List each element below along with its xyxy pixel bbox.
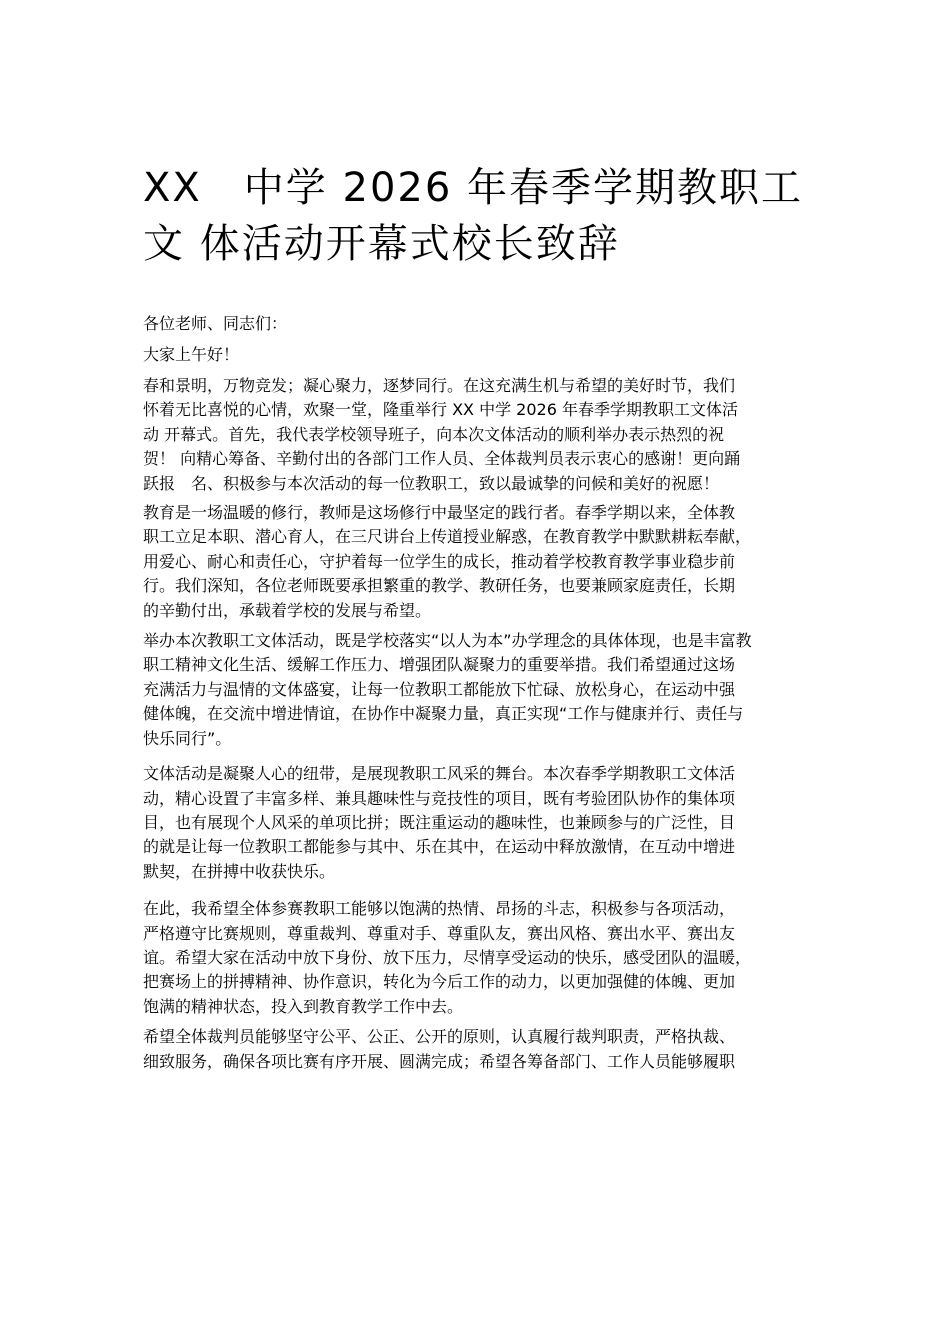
paragraph-line: 把赛场上的拼搏精神、协作意识，转化为今后工作的动力，以更加强健的体魄、更加 — [143, 972, 736, 992]
body-paragraph — [143, 762, 823, 884]
paragraph-line: 快乐同行”。 — [143, 728, 232, 748]
title-line-2: 文 体活动开幕式校长致辞 — [143, 221, 620, 267]
paragraph-line: 贺！ 向精心筹备、辛勤付出的各部门工作人员、全体裁判员表示衷心的感谢！更向踊 — [143, 449, 741, 469]
paragraph-line: 充满活力与温情的文体盛宴，让每一位教职工都能放下忙碌、放松身心，在运动中强 — [143, 679, 736, 699]
paragraph-line: 行。我们深知，各位老师既要承担繁重的教学、教研任务，也要兼顾家庭责任，长期 — [143, 576, 736, 596]
paragraph-line: 动 开幕式。首先，我代表学校领导班子，向本次文体活动的顺利举办表示热烈的祝 — [143, 424, 725, 444]
paragraph-line: 举办本次教职工文体活动，既是学校落实“以人为本”办学理念的具体体现，也是丰富教 — [143, 631, 752, 651]
paragraph-line: 健体魄，在交流中增进情谊，在协作中凝聚力量，真正实现“工作与健康并行、责任与 — [143, 704, 744, 724]
paragraph-line: 希望全体裁判员能够坚守公平、公正、公开的原则，认真履行裁判职责，严格执裁、 — [143, 1027, 736, 1047]
body-paragraph — [143, 374, 823, 496]
paragraph-line: 职工精神文化生活、缓解工作压力、增强团队凝聚力的重要举措。我们希望通过这场 — [143, 655, 736, 675]
paragraph-line: 文体活动是凝聚人心的纽带，是展现教职工风采的舞台。本次春季学期教职工文体活 — [143, 764, 736, 784]
body-paragraph — [143, 629, 823, 751]
salutation: 各位老师、同志们： — [143, 314, 288, 333]
paragraph-line: 春和景明，万物竞发；凝心聚力，逐梦同行。在这充满生机与希望的美好时节，我们 — [143, 376, 736, 395]
paragraph-line: 严格遵守比赛规则，尊重裁判、尊重对手、尊重队友，赛出风格、赛出水平、赛出友 — [143, 923, 736, 943]
document-title — [143, 160, 823, 272]
paragraph-line: 默契，在拼搏中收获快乐。 — [143, 861, 336, 881]
paragraph-line: 饱满的精神状态，投入到教育教学工作中去。 — [143, 996, 464, 1016]
title-line-1: XX 中学 2026 年春季学期教职工 — [143, 165, 804, 211]
paragraph-line: 目，也有展现个人风采的单项比拼；既注重运动的趣味性，也兼顾参与的广泛性，目 — [143, 812, 736, 832]
paragraph-line: 职工立足本职、潜心育人，在三尺讲台上传道授业解惑，在教育教学中默默耕耘奉献， — [143, 527, 752, 547]
paragraph-line: 怀着无比喜悦的心情，欢聚一堂，隆重举行 XX 中学 2026 年春季学期教职工文体活 — [143, 400, 738, 420]
document-body — [143, 312, 823, 1087]
paragraph-line: 教育是一场温暖的修行，教师是这场修行中最坚定的践行者。春季学期以来，全体教 — [143, 503, 736, 523]
paragraph-line: 跃报 名、积极参与本次活动的每一位教职工，致以最诚挚的问候和美好的祝愿！ — [143, 473, 720, 493]
paragraph-list — [143, 374, 823, 1074]
greeting: 大家上午好！ — [143, 345, 240, 364]
paragraph-line: 用爱心、耐心和责任心，守护着每一位学生的成长，推动着学校教育教学事业稳步前 — [143, 551, 736, 571]
paragraph-line: 谊。希望大家在活动中放下身份、放下压力，尽情享受运动的快乐，感受团队的温暖， — [143, 947, 752, 967]
paragraph-line: 的辛勤付出，承载着学校的发展与希望。 — [143, 600, 432, 620]
body-paragraph — [143, 1025, 823, 1074]
body-paragraph — [143, 897, 823, 1019]
body-paragraph — [143, 501, 823, 623]
paragraph-line: 的就是让每一位教职工都能参与其中、乐在其中，在运动中释放激情，在互动中增进 — [143, 837, 736, 857]
paragraph-line: 在此，我希望全体参赛教职工能够以饱满的热情、昂扬的斗志，积极参与各项活动， — [143, 899, 736, 919]
paragraph-line: 动，精心设置了丰富多样、兼具趣味性与竞技性的项目，既有考验团队协作的集体项 — [143, 788, 736, 808]
paragraph-line: 细致服务，确保各项比赛有序开展、圆满完成；希望各筹备部门、工作人员能够履职 — [143, 1051, 736, 1071]
